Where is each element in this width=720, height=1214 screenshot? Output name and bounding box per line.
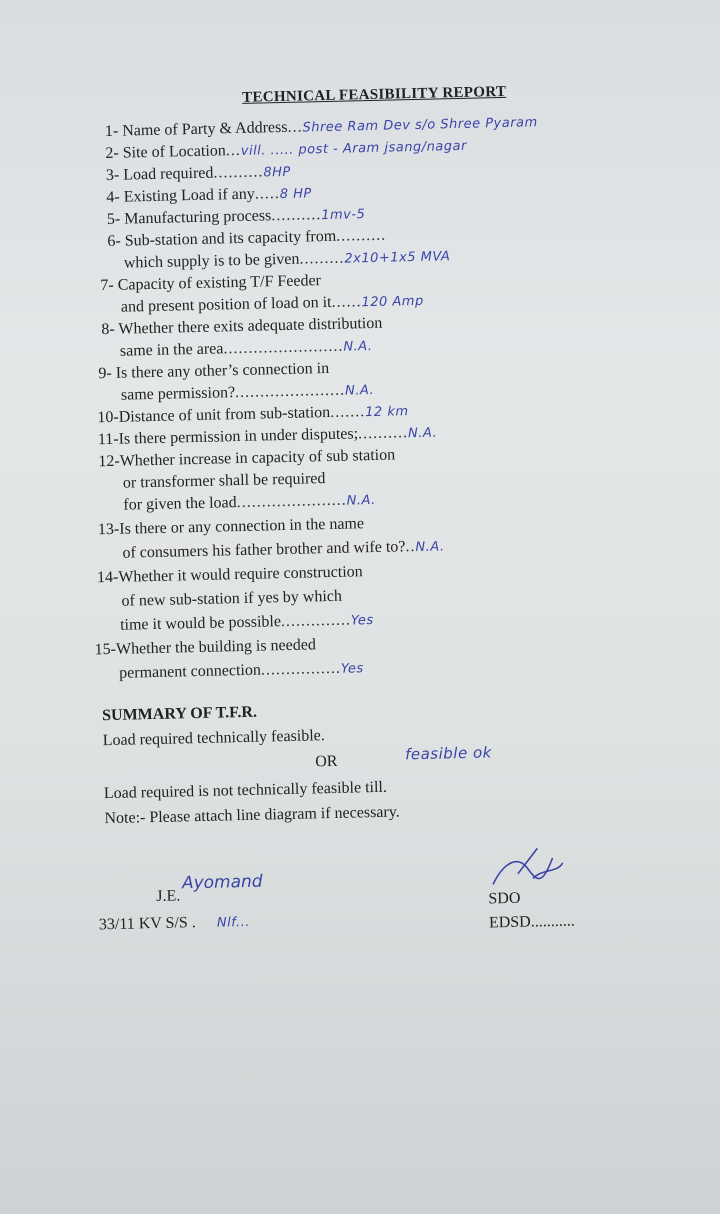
item-dots: .......... (271, 206, 322, 225)
item-label: 11-Is there permission in under disputes; (97, 425, 359, 449)
item-handwritten-value: N.A. (343, 338, 373, 355)
je-signature: Ayomand (181, 871, 263, 894)
feasible-text: Load required technically feasible. (102, 727, 325, 750)
item-dots: .......... (357, 424, 409, 443)
report-title: TECHNICAL FEASIBILITY REPORT (241, 83, 507, 106)
sdo-label: SDO (488, 889, 521, 908)
item-handwritten-value: 12 km (365, 404, 409, 421)
feasibility-report (60, 79, 640, 934)
item-label: of new sub-station if yes by which (121, 587, 343, 610)
item-label: 9- Is there any other’s connection in (98, 359, 330, 383)
item-dots: ................ (260, 659, 342, 679)
item-handwritten-value: 8HP (263, 164, 291, 181)
not-feasible-text: Load required is not technically feasible till. (103, 778, 388, 803)
item-handwritten-value: N.A. (344, 382, 375, 399)
item-label: or transformer shall be required (122, 470, 326, 492)
report-item (119, 657, 364, 685)
item-dots: ......... (299, 249, 345, 268)
note-text: Note:- Please attach line diagram if necessary. (104, 803, 400, 828)
item-dots: ........................ (223, 337, 344, 358)
item-label: 10-Distance of unit from sub-station (97, 403, 331, 427)
sdo-signature-scribble (487, 843, 568, 895)
item-label: same in the area (119, 340, 224, 360)
item-label: time it would be possible (119, 613, 282, 634)
je-label: J.E. (156, 887, 181, 906)
item-handwritten-value: N.A. (415, 539, 445, 556)
item-label: 12-Whether increase in capacity of sub station (98, 446, 396, 471)
item-label: 7- Capacity of existing T/F Feeder (100, 272, 322, 295)
item-label: permanent connection (119, 661, 262, 682)
item-label: 3- Load required (105, 164, 214, 184)
item-label: 14-Whether it would require construction (96, 563, 363, 587)
item-dots: .......... (335, 226, 387, 245)
item-handwritten-value: 2x10+1x5 MVA (344, 249, 451, 267)
item-handwritten-value: Yes (350, 613, 374, 629)
item-label: of consumers his father brother and wife to? (122, 538, 406, 562)
item-dots: ... (287, 118, 303, 136)
item-handwritten-value: 8 HP (279, 186, 312, 203)
report-item (94, 634, 316, 662)
item-label: 2- Site of Location (105, 142, 226, 162)
item-dots: ...... (331, 293, 362, 311)
report-item (121, 586, 342, 614)
item-handwritten-value: Yes (340, 661, 364, 677)
edsd-label: EDSD........... (488, 912, 575, 932)
substation-value: Nlf... (216, 914, 251, 931)
item-dots: ....... (329, 403, 366, 421)
item-dots: ...................... (234, 381, 346, 402)
item-label: which supply is to be given (123, 250, 300, 272)
report-item (120, 609, 374, 637)
item-dots: .......... (213, 163, 264, 182)
item-handwritten-value: N.A. (346, 492, 376, 509)
item-label: 8- Whether there exits adequate distribution (101, 314, 383, 339)
item-handwritten-value: 120 Amp (361, 293, 424, 311)
item-handwritten-value: Shree Ram Dev s/o Shree Pyaram (302, 115, 538, 136)
or-text: OR (315, 752, 338, 771)
item-handwritten-value: vill. ..... post - Aram jsang/nagar (240, 138, 468, 159)
item-label: and present position of load on it (120, 293, 332, 316)
item-label: for given the load (123, 494, 237, 514)
item-label: 1- Name of Party & Address (104, 118, 288, 140)
substation-label: 33/11 KV S/S . (98, 914, 196, 934)
item-dots: .. (405, 538, 416, 556)
item-label: same permission? (120, 384, 236, 404)
item-label: 13-Is there or any connection in the name (97, 515, 365, 539)
item-handwritten-value: 1mv-5 (321, 207, 366, 224)
item-dots: .............. (280, 611, 352, 631)
item-dots: ...................... (236, 491, 347, 512)
item-label: 15-Whether the building is needed (94, 636, 317, 659)
item-label: 5- Manufacturing process (106, 207, 272, 228)
item-label: 6- Sub-station and its capacity from (107, 227, 337, 250)
item-dots: ..... (254, 185, 280, 203)
item-handwritten-value: N.A. (407, 425, 438, 442)
summary-heading: SUMMARY OF T.F.R. (101, 703, 258, 725)
item-label: 4- Existing Load if any (106, 185, 255, 206)
feasible-handwritten-note: feasible ok (404, 743, 493, 764)
item-dots: ... (225, 141, 241, 160)
